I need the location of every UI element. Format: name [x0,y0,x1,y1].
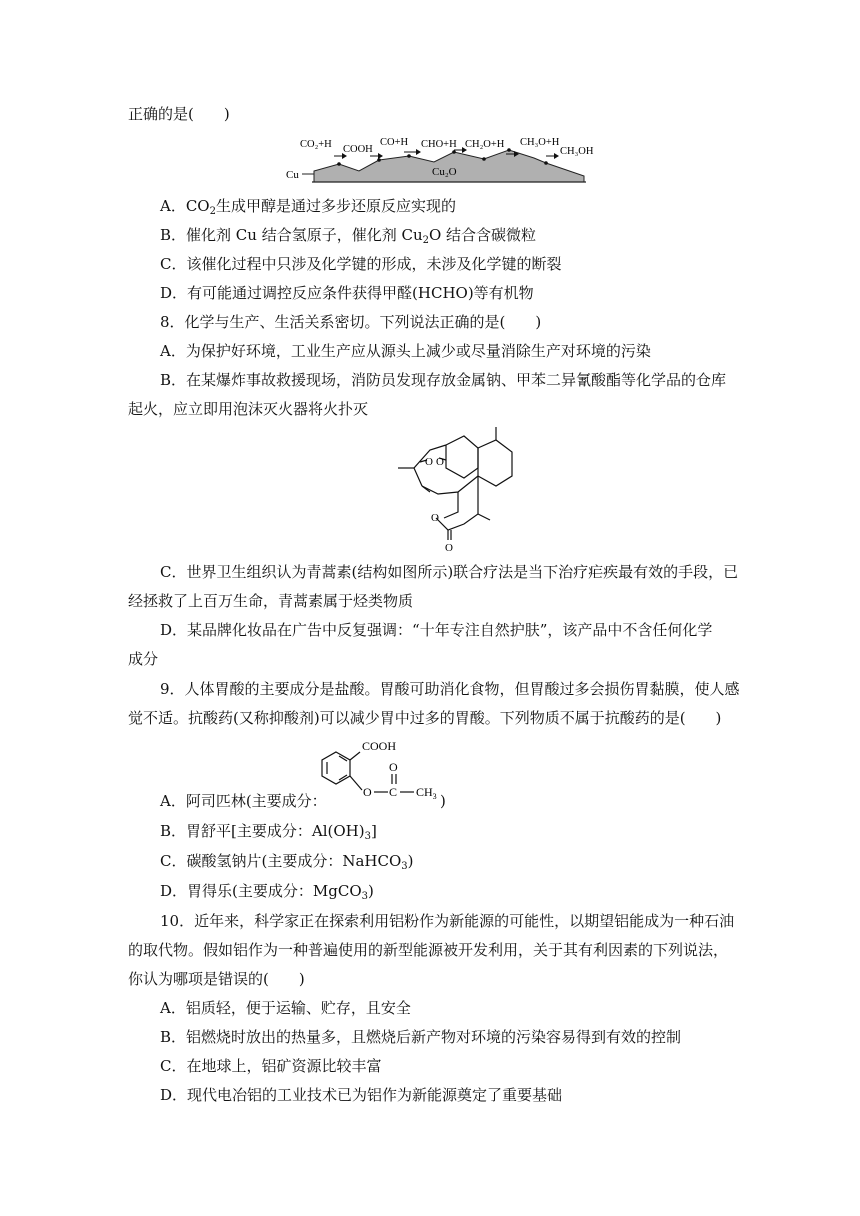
label-ch3oh: CH₃OH [560,146,594,157]
aspirin-carbonyl-c: C [389,785,398,799]
cu-label: Cu [286,169,299,181]
q7-option-d: D．有可能通过调控反应条件获得甲醛(HCHO)等有机物 [160,284,534,302]
q7-option-c: C．该催化过程中只涉及化学键的形成，未涉及化学键的断裂 [160,255,562,273]
question-intro: 正确的是( ) [128,105,230,123]
q10-stem-line2: 的取代物。假如铝作为一种普遍使用的新型能源被开发利用，关于其有利因素的下列说法， [128,941,729,959]
label-cooh: COOH [343,144,373,155]
aspirin-structure [316,736,454,800]
q8-option-d-line2: 成分 [128,650,159,668]
artemisinin-structure [386,424,516,556]
q8-option-d-line1: D．某品牌化妆品在广告中反复强调：“十年专注自然护肤”，该产品中不含任何化学 [160,621,713,639]
q9-stem-line1: 9．人体胃酸的主要成分是盐酸。胃酸可助消化食物，但胃酸过多会损伤胃黏膜，使人感 [160,680,740,698]
artemisinin-o2: O [436,456,444,468]
cu2o-label: Cu₂O [432,166,457,178]
aspirin-carbonyl-o: O [389,760,398,774]
label-co-h: CO+H [380,137,409,148]
q8-option-c-line2: 经拯救了上百万生命，青蒿素属于烃类物质 [128,592,414,610]
label-ch3o-h: CH₃O+H [520,137,560,148]
q8-option-b-line1: B．在某爆炸事故救援现场，消防员发现存放金属钠、甲苯二异氰酸酯等化学品的仓库 [160,371,727,389]
q8-option-c-line1: C．世界卫生组织认为青蒿素(结构如图所示)联合疗法是当下治疗疟疾最有效的手段，已 [160,563,739,581]
q9-stem-line2: 觉不适。抗酸药(又称抑酸剂)可以减少胃中过多的胃酸。下列物质不属于抗酸药的是( ) [128,709,722,727]
q10-stem-line1: 10．近年来，科学家正在探索利用铝粉作为新能源的可能性，以期望铝能成为一种石油 [160,912,735,930]
q10-option-b: B．铝燃烧时放出的热量多，且燃烧后新产物对环境的污染容易得到有效的控制 [160,1028,682,1046]
q7-option-a: A．$CO_2$生成甲醇是通过多步还原反应实现的 [160,197,456,217]
q9-option-c: C．碳酸氢钠片(主要成分：NaHCO$_3$) [160,852,414,872]
q10-option-d: D．现代电冶铝的工业技术已为铝作为新能源奠定了重要基础 [160,1086,563,1104]
q8-stem: 8．化学与生产、生活关系密切。下列说法正确的是( ) [160,313,542,331]
catalyst-reaction-figure [284,134,594,186]
q9-option-d: D．胃得乐(主要成分：MgCO$_3$) [160,882,374,902]
q10-option-c: C．在地球上，铝矿资源比较丰富 [160,1057,382,1075]
artemisinin-o3: O [431,512,439,524]
aspirin-ester-o: O [363,785,372,799]
aspirin-cooh: COOH [362,739,397,753]
artemisinin-o4: O [445,542,453,554]
q10-stem-line3: 你认为哪项是错误的( ) [128,970,305,988]
label-ch2o-h: CH₂O+H [465,139,505,150]
artemisinin-o1: O [425,456,433,468]
label-co2-h: CO₂+H [300,139,332,150]
aspirin-methyl: $CH_3$ [416,785,437,800]
q8-option-b-line2: 起火，应立即用泡沫灭火器将火扑灭 [128,400,369,418]
q8-option-a: A．为保护好环境，工业生产应从源头上减少或尽量消除生产对环境的污染 [160,342,651,360]
label-cho-h: CHO+H [421,139,457,150]
q7-option-b: B．催化剂 Cu 结合氢原子，催化剂 $Cu_2O$ 结合含碳微粒 [160,226,537,246]
q9-option-a-prefix: A．阿司匹林(主要成分： [160,792,327,810]
q10-option-a: A．铝质轻，便于运输、贮存，且安全 [160,999,411,1017]
q9-option-a-suffix: ) [440,792,446,810]
q9-option-b: B．胃舒平[主要成分：$Al(OH)_3$] [160,822,377,842]
